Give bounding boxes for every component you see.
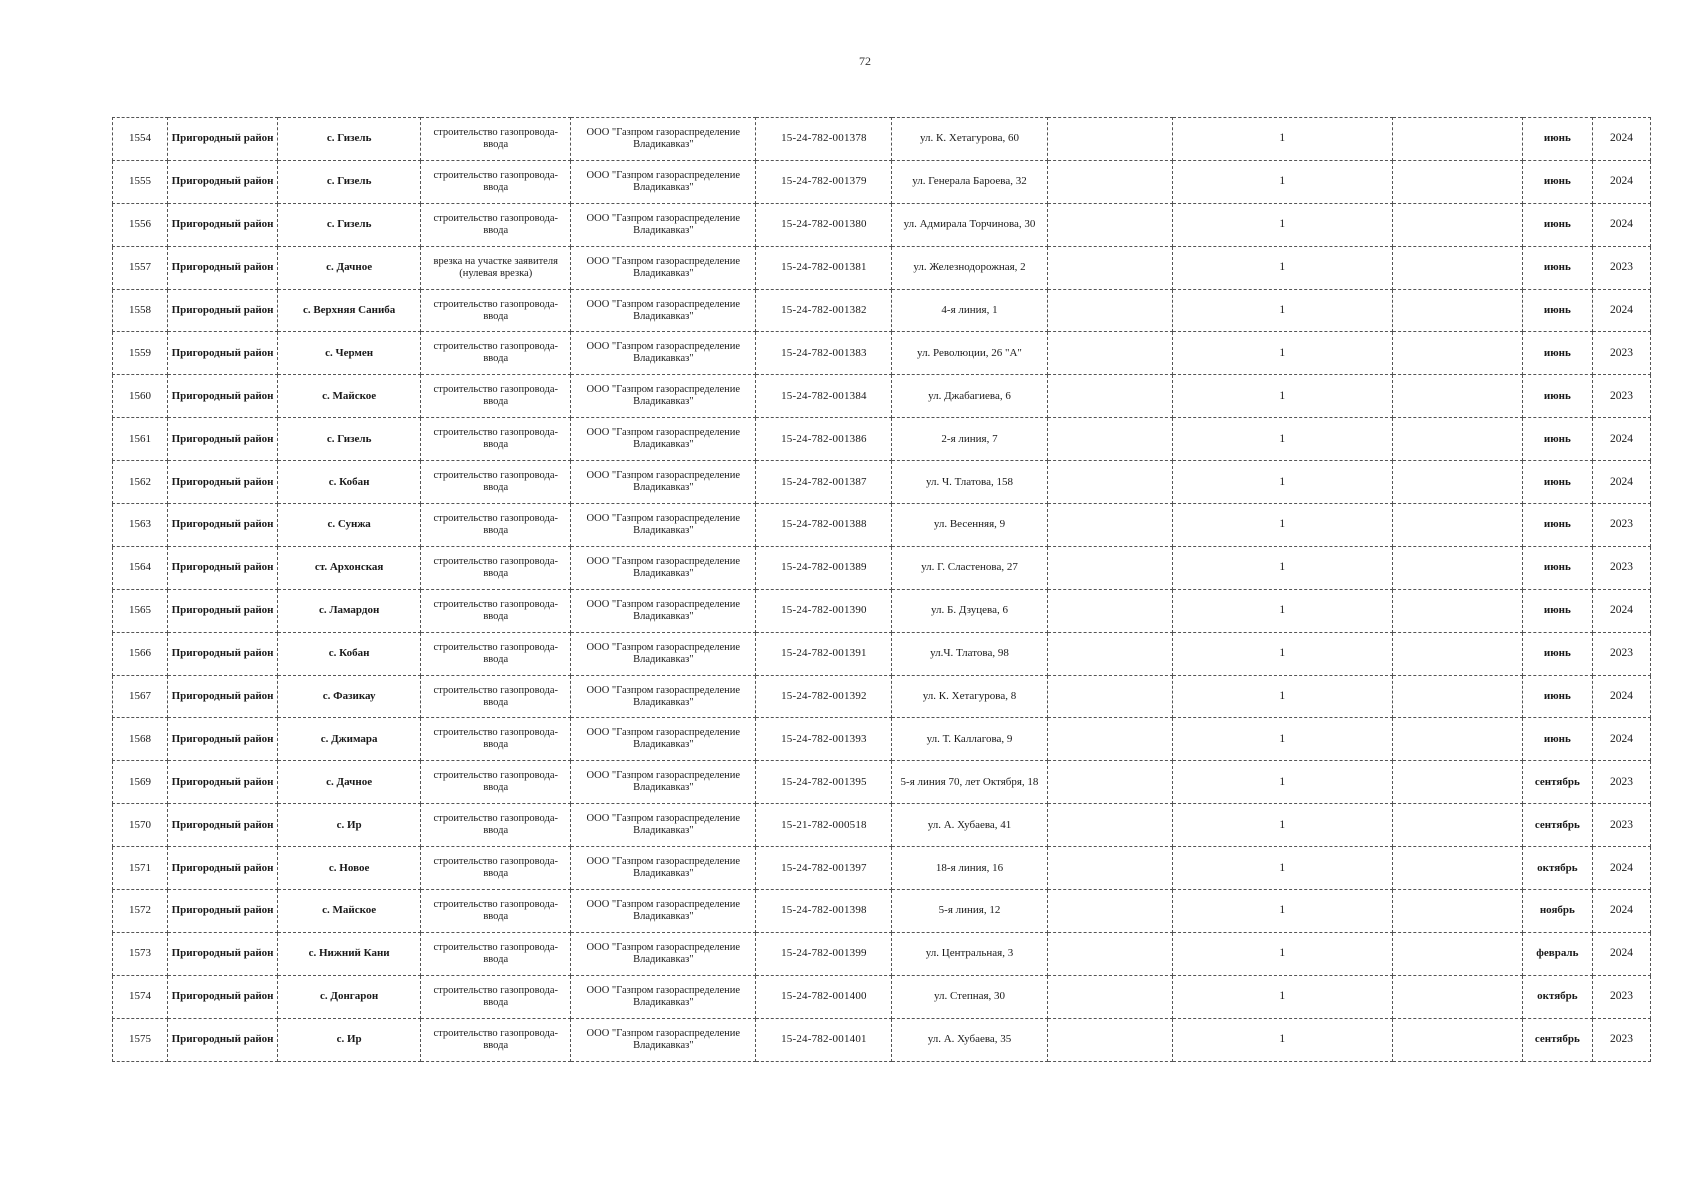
quantity-cell: 1	[1172, 375, 1392, 418]
blank-cell	[1047, 847, 1172, 890]
quantity-cell: 1	[1172, 1018, 1392, 1061]
blank-cell	[1392, 504, 1522, 547]
request-code-cell: 15-21-782-000518	[756, 804, 892, 847]
month-cell: июнь	[1522, 718, 1592, 761]
row-number: 1569	[113, 761, 168, 804]
work-type-cell: строительство газопровода-ввода	[421, 975, 571, 1018]
request-code-cell: 15-24-782-001378	[756, 118, 892, 161]
table-row	[113, 804, 1651, 847]
month-cell: октябрь	[1522, 847, 1592, 890]
organization-cell: ООО "Газпром газораспределение Владикавказ"	[571, 461, 756, 504]
organization-cell: ООО "Газпром газораспределение Владикавказ"	[571, 246, 756, 289]
month-cell: июнь	[1522, 504, 1592, 547]
row-number: 1568	[113, 718, 168, 761]
row-number: 1565	[113, 589, 168, 632]
row-number: 1573	[113, 932, 168, 975]
quantity-cell: 1	[1172, 890, 1392, 933]
table-row	[113, 589, 1651, 632]
row-number: 1558	[113, 289, 168, 332]
locality-cell: ст. Архонская	[278, 546, 421, 589]
work-type-cell: строительство газопровода-ввода	[421, 890, 571, 933]
blank-cell	[1047, 718, 1172, 761]
organization-cell: ООО "Газпром газораспределение Владикавказ"	[571, 847, 756, 890]
locality-cell: с. Гизель	[278, 118, 421, 161]
district-cell: Пригородный район	[168, 546, 278, 589]
month-cell: сентябрь	[1522, 761, 1592, 804]
year-cell: 2023	[1592, 632, 1650, 675]
row-number: 1554	[113, 118, 168, 161]
locality-cell: с. Майское	[278, 890, 421, 933]
year-cell: 2024	[1592, 160, 1650, 203]
address-cell: 4-я линия, 1	[892, 289, 1047, 332]
table-row	[113, 761, 1651, 804]
blank-cell	[1047, 289, 1172, 332]
address-cell: ул. А. Хубаева, 35	[892, 1018, 1047, 1061]
work-type-cell: строительство газопровода-ввода	[421, 375, 571, 418]
month-cell: июнь	[1522, 675, 1592, 718]
district-cell: Пригородный район	[168, 890, 278, 933]
blank-cell	[1047, 632, 1172, 675]
organization-cell: ООО "Газпром газораспределение Владикавказ"	[571, 890, 756, 933]
work-type-cell: строительство газопровода-ввода	[421, 718, 571, 761]
district-cell: Пригородный район	[168, 718, 278, 761]
blank-cell	[1392, 1018, 1522, 1061]
organization-cell: ООО "Газпром газораспределение Владикавказ"	[571, 289, 756, 332]
address-cell: 5-я линия 70, лет Октября, 18	[892, 761, 1047, 804]
blank-cell	[1047, 246, 1172, 289]
blank-cell	[1047, 504, 1172, 547]
blank-cell	[1047, 418, 1172, 461]
organization-cell: ООО "Газпром газораспределение Владикавказ"	[571, 546, 756, 589]
work-type-cell: строительство газопровода-ввода	[421, 804, 571, 847]
locality-cell: с. Дачное	[278, 246, 421, 289]
district-cell: Пригородный район	[168, 847, 278, 890]
address-cell: ул. Г. Сластенова, 27	[892, 546, 1047, 589]
table-row	[113, 418, 1651, 461]
year-cell: 2024	[1592, 675, 1650, 718]
blank-cell	[1047, 461, 1172, 504]
work-type-cell: строительство газопровода-ввода	[421, 632, 571, 675]
table-row	[113, 932, 1651, 975]
year-cell: 2024	[1592, 118, 1650, 161]
row-number: 1567	[113, 675, 168, 718]
work-type-cell: строительство газопровода-ввода	[421, 847, 571, 890]
blank-cell	[1047, 118, 1172, 161]
blank-cell	[1392, 160, 1522, 203]
work-type-cell: строительство газопровода-ввода	[421, 932, 571, 975]
row-number: 1571	[113, 847, 168, 890]
request-code-cell: 15-24-782-001391	[756, 632, 892, 675]
district-cell: Пригородный район	[168, 375, 278, 418]
year-cell: 2023	[1592, 546, 1650, 589]
work-type-cell: строительство газопровода-ввода	[421, 1018, 571, 1061]
district-cell: Пригородный район	[168, 418, 278, 461]
row-number: 1556	[113, 203, 168, 246]
organization-cell: ООО "Газпром газораспределение Владикавказ"	[571, 718, 756, 761]
work-type-cell: строительство газопровода-ввода	[421, 418, 571, 461]
blank-cell	[1392, 418, 1522, 461]
blank-cell	[1392, 332, 1522, 375]
month-cell: сентябрь	[1522, 1018, 1592, 1061]
locality-cell: с. Ламардон	[278, 589, 421, 632]
request-code-cell: 15-24-782-001379	[756, 160, 892, 203]
row-number: 1564	[113, 546, 168, 589]
request-code-cell: 15-24-782-001397	[756, 847, 892, 890]
organization-cell: ООО "Газпром газораспределение Владикавказ"	[571, 761, 756, 804]
request-code-cell: 15-24-782-001388	[756, 504, 892, 547]
district-cell: Пригородный район	[168, 932, 278, 975]
blank-cell	[1047, 332, 1172, 375]
year-cell: 2023	[1592, 332, 1650, 375]
month-cell: июнь	[1522, 546, 1592, 589]
year-cell: 2024	[1592, 932, 1650, 975]
district-cell: Пригородный район	[168, 1018, 278, 1061]
organization-cell: ООО "Газпром газораспределение Владикавказ"	[571, 1018, 756, 1061]
blank-cell	[1392, 675, 1522, 718]
row-number: 1572	[113, 890, 168, 933]
request-code-cell: 15-24-782-001384	[756, 375, 892, 418]
work-type-cell: врезка на участке заявителя (нулевая врезка)	[421, 246, 571, 289]
request-code-cell: 15-24-782-001392	[756, 675, 892, 718]
locality-cell: с. Джимара	[278, 718, 421, 761]
address-cell: ул. Адмирала Торчинова, 30	[892, 203, 1047, 246]
year-cell: 2023	[1592, 761, 1650, 804]
year-cell: 2023	[1592, 246, 1650, 289]
address-cell: 5-я линия, 12	[892, 890, 1047, 933]
blank-cell	[1392, 975, 1522, 1018]
month-cell: июнь	[1522, 375, 1592, 418]
work-type-cell: строительство газопровода-ввода	[421, 761, 571, 804]
work-type-cell: строительство газопровода-ввода	[421, 289, 571, 332]
locality-cell: с. Гизель	[278, 418, 421, 461]
blank-cell	[1047, 932, 1172, 975]
row-number: 1574	[113, 975, 168, 1018]
blank-cell	[1047, 1018, 1172, 1061]
month-cell: октябрь	[1522, 975, 1592, 1018]
year-cell: 2023	[1592, 375, 1650, 418]
request-code-cell: 15-24-782-001386	[756, 418, 892, 461]
table-row	[113, 718, 1651, 761]
district-cell: Пригородный район	[168, 675, 278, 718]
district-cell: Пригородный район	[168, 461, 278, 504]
page-number: 72	[859, 54, 871, 68]
request-code-cell: 15-24-782-001381	[756, 246, 892, 289]
year-cell: 2024	[1592, 890, 1650, 933]
district-cell: Пригородный район	[168, 804, 278, 847]
blank-cell	[1392, 761, 1522, 804]
month-cell: июнь	[1522, 289, 1592, 332]
locality-cell: с. Гизель	[278, 203, 421, 246]
request-code-cell: 15-24-782-001387	[756, 461, 892, 504]
blank-cell	[1047, 890, 1172, 933]
locality-cell: с. Гизель	[278, 160, 421, 203]
table-row	[113, 203, 1651, 246]
row-number: 1555	[113, 160, 168, 203]
blank-cell	[1392, 847, 1522, 890]
blank-cell	[1392, 461, 1522, 504]
year-cell: 2023	[1592, 1018, 1650, 1061]
quantity-cell: 1	[1172, 418, 1392, 461]
table-row	[113, 375, 1651, 418]
locality-cell: с. Кобан	[278, 632, 421, 675]
address-cell: 18-я линия, 16	[892, 847, 1047, 890]
quantity-cell: 1	[1172, 761, 1392, 804]
address-cell: 2-я линия, 7	[892, 418, 1047, 461]
address-cell: ул. Ч. Тлатова, 158	[892, 461, 1047, 504]
month-cell: июнь	[1522, 418, 1592, 461]
request-code-cell: 15-24-782-001395	[756, 761, 892, 804]
request-code-cell: 15-24-782-001383	[756, 332, 892, 375]
quantity-cell: 1	[1172, 675, 1392, 718]
table-row	[113, 461, 1651, 504]
blank-cell	[1392, 546, 1522, 589]
locality-cell: с. Майское	[278, 375, 421, 418]
blank-cell	[1047, 589, 1172, 632]
request-code-cell: 15-24-782-001399	[756, 932, 892, 975]
blank-cell	[1047, 804, 1172, 847]
work-type-cell: строительство газопровода-ввода	[421, 332, 571, 375]
district-cell: Пригородный район	[168, 203, 278, 246]
quantity-cell: 1	[1172, 504, 1392, 547]
request-code-cell: 15-24-782-001398	[756, 890, 892, 933]
quantity-cell: 1	[1172, 546, 1392, 589]
district-cell: Пригородный район	[168, 975, 278, 1018]
organization-cell: ООО "Газпром газораспределение Владикавказ"	[571, 932, 756, 975]
organization-cell: ООО "Газпром газораспределение Владикавказ"	[571, 632, 756, 675]
month-cell: июнь	[1522, 589, 1592, 632]
district-cell: Пригородный район	[168, 632, 278, 675]
quantity-cell: 1	[1172, 160, 1392, 203]
organization-cell: ООО "Газпром газораспределение Владикавказ"	[571, 804, 756, 847]
row-number: 1566	[113, 632, 168, 675]
address-cell: ул. Генерала Бароева, 32	[892, 160, 1047, 203]
month-cell: февраль	[1522, 932, 1592, 975]
table-row	[113, 675, 1651, 718]
district-cell: Пригородный район	[168, 289, 278, 332]
district-cell: Пригородный район	[168, 246, 278, 289]
table-row	[113, 118, 1651, 161]
row-number: 1561	[113, 418, 168, 461]
row-number: 1559	[113, 332, 168, 375]
quantity-cell: 1	[1172, 932, 1392, 975]
work-type-cell: строительство газопровода-ввода	[421, 118, 571, 161]
address-cell: ул. Революции, 26 "А"	[892, 332, 1047, 375]
month-cell: ноябрь	[1522, 890, 1592, 933]
quantity-cell: 1	[1172, 461, 1392, 504]
year-cell: 2024	[1592, 461, 1650, 504]
table-row	[113, 890, 1651, 933]
address-cell: ул. Джабагиева, 6	[892, 375, 1047, 418]
request-code-cell: 15-24-782-001400	[756, 975, 892, 1018]
quantity-cell: 1	[1172, 804, 1392, 847]
month-cell: сентябрь	[1522, 804, 1592, 847]
quantity-cell: 1	[1172, 246, 1392, 289]
district-cell: Пригородный район	[168, 118, 278, 161]
row-number: 1560	[113, 375, 168, 418]
month-cell: июнь	[1522, 203, 1592, 246]
table-row	[113, 1018, 1651, 1061]
quantity-cell: 1	[1172, 589, 1392, 632]
blank-cell	[1392, 118, 1522, 161]
work-type-cell: строительство газопровода-ввода	[421, 504, 571, 547]
district-cell: Пригородный район	[168, 160, 278, 203]
blank-cell	[1047, 160, 1172, 203]
organization-cell: ООО "Газпром газораспределение Владикавказ"	[571, 675, 756, 718]
organization-cell: ООО "Газпром газораспределение Владикавказ"	[571, 160, 756, 203]
request-code-cell: 15-24-782-001401	[756, 1018, 892, 1061]
locality-cell: с. Ир	[278, 804, 421, 847]
work-type-cell: строительство газопровода-ввода	[421, 461, 571, 504]
locality-cell: с. Ир	[278, 1018, 421, 1061]
work-type-cell: строительство газопровода-ввода	[421, 160, 571, 203]
month-cell: июнь	[1522, 632, 1592, 675]
quantity-cell: 1	[1172, 718, 1392, 761]
year-cell: 2024	[1592, 418, 1650, 461]
work-type-cell: строительство газопровода-ввода	[421, 675, 571, 718]
address-cell: ул. Весенняя, 9	[892, 504, 1047, 547]
organization-cell: ООО "Газпром газораспределение Владикавказ"	[571, 589, 756, 632]
blank-cell	[1047, 975, 1172, 1018]
quantity-cell: 1	[1172, 289, 1392, 332]
blank-cell	[1392, 718, 1522, 761]
locality-cell: с. Донгарон	[278, 975, 421, 1018]
table-row	[113, 332, 1651, 375]
blank-cell	[1392, 632, 1522, 675]
organization-cell: ООО "Газпром газораспределение Владикавказ"	[571, 975, 756, 1018]
address-cell: ул. Железнодорожная, 2	[892, 246, 1047, 289]
quantity-cell: 1	[1172, 332, 1392, 375]
row-number: 1570	[113, 804, 168, 847]
organization-cell: ООО "Газпром газораспределение Владикавказ"	[571, 504, 756, 547]
row-number: 1557	[113, 246, 168, 289]
quantity-cell: 1	[1172, 118, 1392, 161]
blank-cell	[1392, 932, 1522, 975]
locality-cell: с. Новое	[278, 847, 421, 890]
year-cell: 2023	[1592, 975, 1650, 1018]
row-number: 1562	[113, 461, 168, 504]
work-type-cell: строительство газопровода-ввода	[421, 546, 571, 589]
year-cell: 2024	[1592, 847, 1650, 890]
blank-cell	[1047, 203, 1172, 246]
blank-cell	[1392, 203, 1522, 246]
request-code-cell: 15-24-782-001382	[756, 289, 892, 332]
organization-cell: ООО "Газпром газораспределение Владикавказ"	[571, 332, 756, 375]
year-cell: 2023	[1592, 804, 1650, 847]
address-cell: ул. Б. Дзуцева, 6	[892, 589, 1047, 632]
year-cell: 2023	[1592, 504, 1650, 547]
locality-cell: с. Нижний Кани	[278, 932, 421, 975]
table-row	[113, 546, 1651, 589]
month-cell: июнь	[1522, 461, 1592, 504]
locality-cell: с. Сунжа	[278, 504, 421, 547]
year-cell: 2024	[1592, 203, 1650, 246]
address-cell: ул. Центральная, 3	[892, 932, 1047, 975]
table-row	[113, 975, 1651, 1018]
request-code-cell: 15-24-782-001389	[756, 546, 892, 589]
locality-cell: с. Кобан	[278, 461, 421, 504]
locality-cell: с. Фазикау	[278, 675, 421, 718]
request-code-cell: 15-24-782-001390	[756, 589, 892, 632]
blank-cell	[1392, 890, 1522, 933]
organization-cell: ООО "Газпром газораспределение Владикавказ"	[571, 203, 756, 246]
table-row	[113, 847, 1651, 890]
request-code-cell: 15-24-782-001380	[756, 203, 892, 246]
organization-cell: ООО "Газпром газораспределение Владикавказ"	[571, 118, 756, 161]
address-cell: ул. Степная, 30	[892, 975, 1047, 1018]
locality-cell: с. Дачное	[278, 761, 421, 804]
year-cell: 2024	[1592, 589, 1650, 632]
address-cell: ул. К. Хетагурова, 60	[892, 118, 1047, 161]
table-row	[113, 160, 1651, 203]
district-cell: Пригородный район	[168, 589, 278, 632]
quantity-cell: 1	[1172, 975, 1392, 1018]
row-number: 1563	[113, 504, 168, 547]
blank-cell	[1392, 289, 1522, 332]
district-cell: Пригородный район	[168, 504, 278, 547]
organization-cell: ООО "Газпром газораспределение Владикавказ"	[571, 375, 756, 418]
blank-cell	[1047, 375, 1172, 418]
month-cell: июнь	[1522, 118, 1592, 161]
quantity-cell: 1	[1172, 203, 1392, 246]
blank-cell	[1047, 761, 1172, 804]
district-cell: Пригородный район	[168, 332, 278, 375]
blank-cell	[1047, 675, 1172, 718]
year-cell: 2024	[1592, 289, 1650, 332]
blank-cell	[1392, 375, 1522, 418]
district-cell: Пригородный район	[168, 761, 278, 804]
address-cell: ул. К. Хетагурова, 8	[892, 675, 1047, 718]
request-code-cell: 15-24-782-001393	[756, 718, 892, 761]
work-type-cell: строительство газопровода-ввода	[421, 203, 571, 246]
address-cell: ул. Т. Каллагова, 9	[892, 718, 1047, 761]
month-cell: июнь	[1522, 332, 1592, 375]
table-row	[113, 632, 1651, 675]
locality-cell: с. Чермен	[278, 332, 421, 375]
blank-cell	[1392, 589, 1522, 632]
row-number: 1575	[113, 1018, 168, 1061]
address-cell: ул.Ч. Тлатова, 98	[892, 632, 1047, 675]
year-cell: 2024	[1592, 718, 1650, 761]
blank-cell	[1392, 804, 1522, 847]
table-row	[113, 289, 1651, 332]
table-row	[113, 504, 1651, 547]
organization-cell: ООО "Газпром газораспределение Владикавказ"	[571, 418, 756, 461]
table-row	[113, 246, 1651, 289]
locality-cell: с. Верхняя Саниба	[278, 289, 421, 332]
blank-cell	[1392, 246, 1522, 289]
address-cell: ул. А. Хубаева, 41	[892, 804, 1047, 847]
month-cell: июнь	[1522, 246, 1592, 289]
gas-connection-table	[112, 117, 1651, 1062]
work-type-cell: строительство газопровода-ввода	[421, 589, 571, 632]
quantity-cell: 1	[1172, 632, 1392, 675]
quantity-cell: 1	[1172, 847, 1392, 890]
blank-cell	[1047, 546, 1172, 589]
month-cell: июнь	[1522, 160, 1592, 203]
